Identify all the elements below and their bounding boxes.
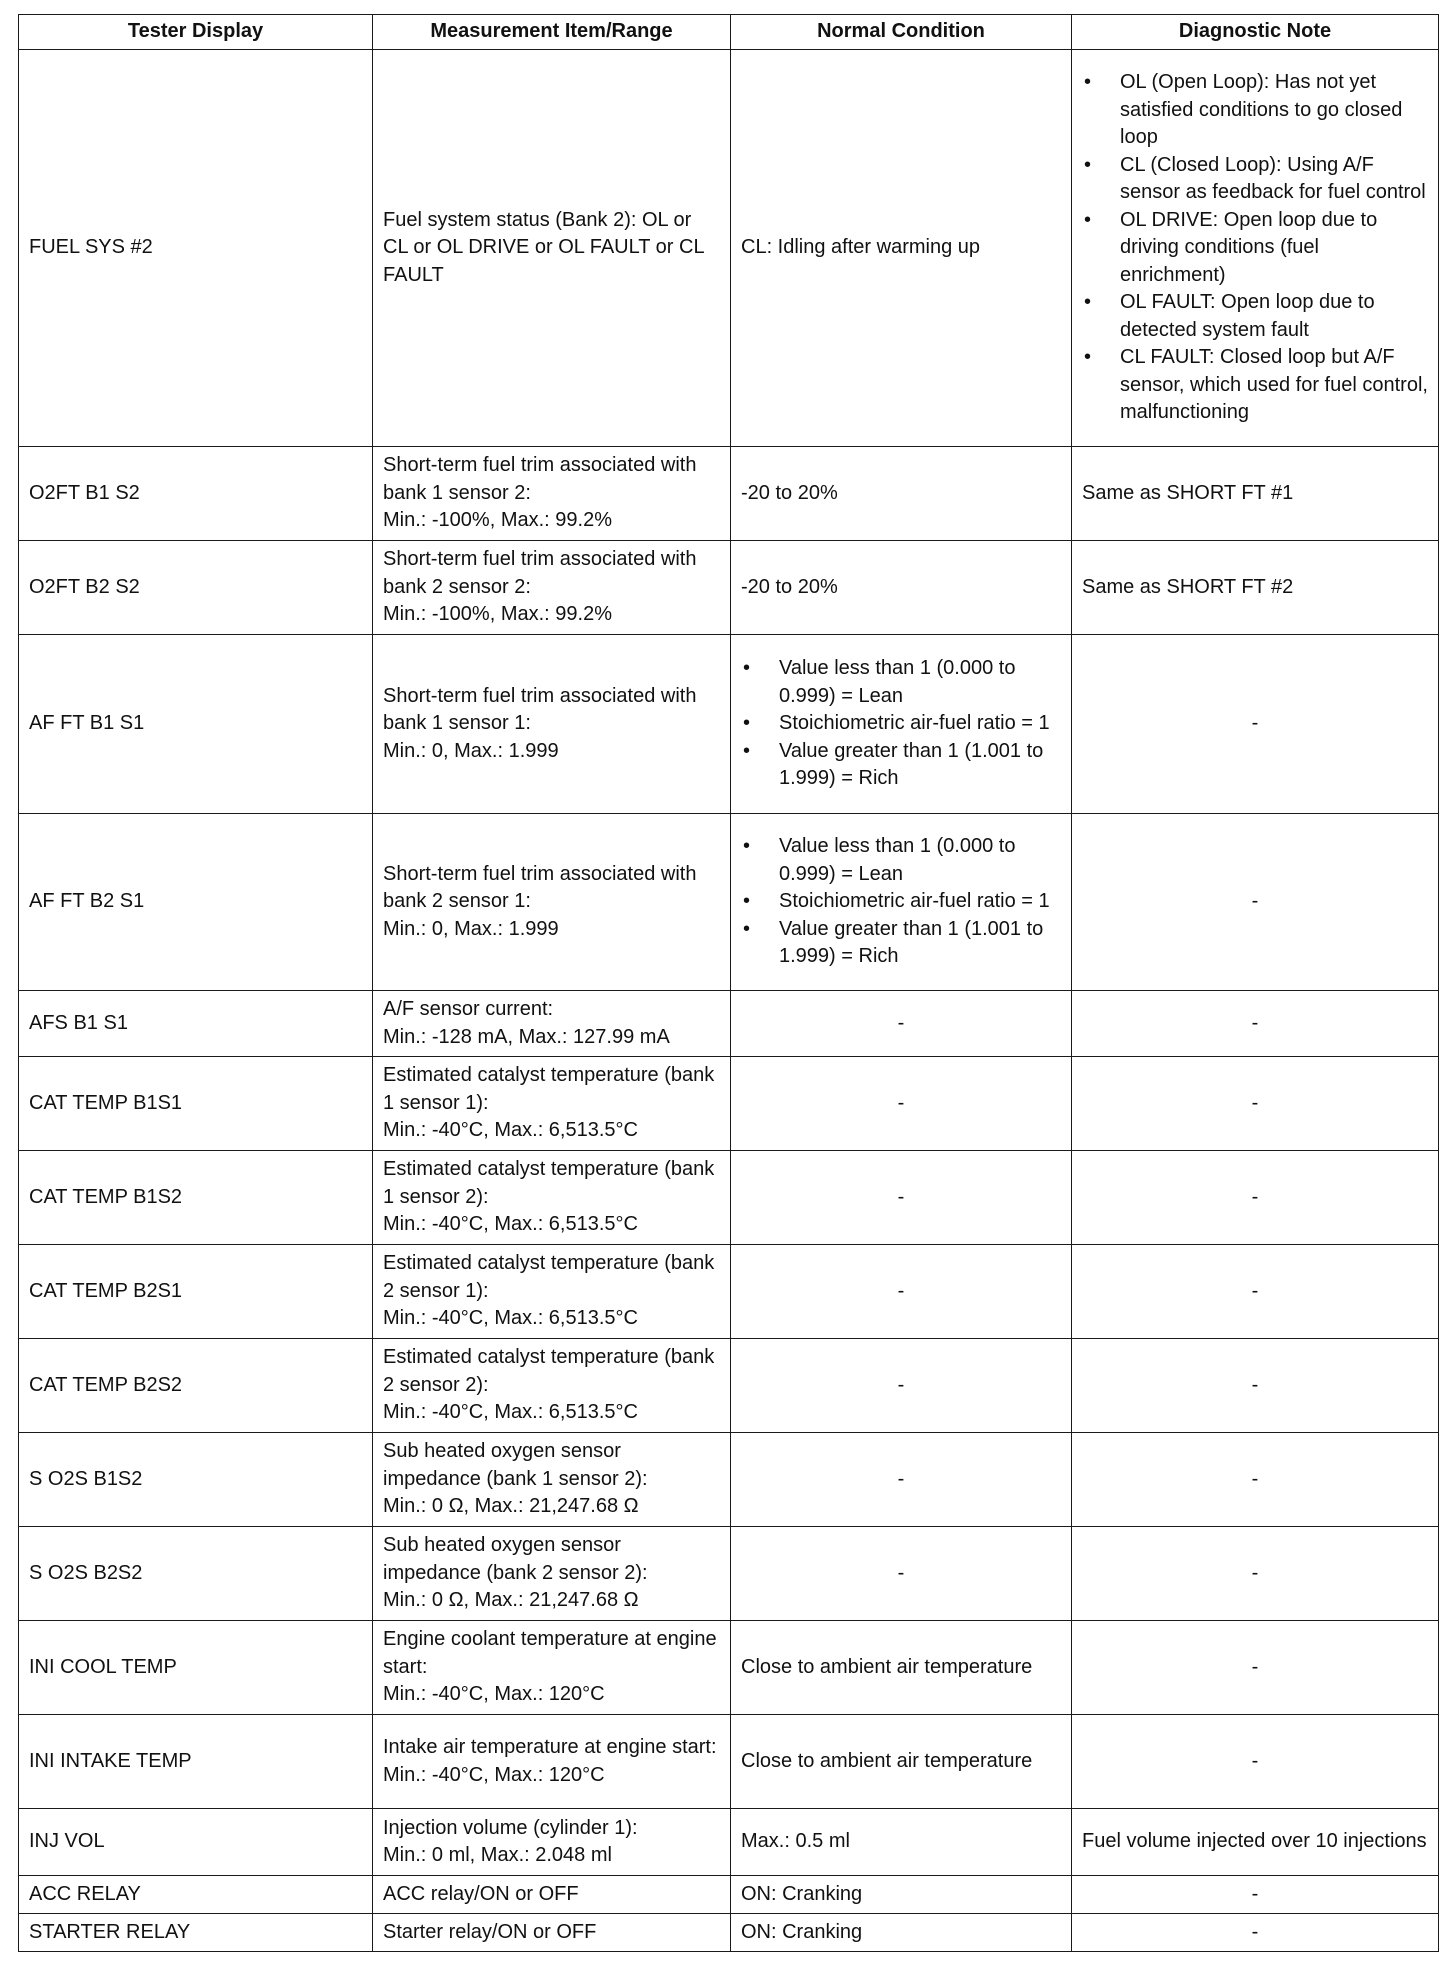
cell-tester-display: S O2S B2S2 [19,1527,373,1621]
cell-measurement [373,1527,731,1621]
cell-tester-display: ACC RELAY [19,1876,373,1914]
table-row [19,1527,1439,1621]
header-tester-display: Tester Display [19,15,373,50]
bullet-item: • OL FAULT: Open loop due to detected system fault [1082,289,1428,344]
cell-text: Estimated catalyst temperature (bank 1 sensor 1): [383,1064,715,1114]
cell-text: ON: Cranking [741,1920,863,1943]
cell-diagnostic-note [1072,1809,1439,1876]
header-measurement-item: Measurement Item/Range [373,15,731,50]
cell-diagnostic-note [1072,1151,1439,1245]
cell-tester-display: INJ VOL [19,1809,373,1876]
table-row [19,1914,1439,1952]
cell-text: Min.: 0 ml, Max.: 2.048 ml [383,1844,612,1866]
cell-diagnostic-note [1072,1433,1439,1527]
cell-text: Max.: 0.5 ml [741,1830,850,1853]
cell-diagnostic-note [1072,1057,1439,1151]
cell-measurement [373,1245,731,1339]
cell-text: Min.: -40°C, Max.: 120°C [383,1763,605,1786]
cell-text: - [1251,1279,1259,1302]
cell-text: Min.: -40°C, Max.: 120°C [383,1683,605,1706]
cell-text: - [897,1011,905,1034]
cell-normal-condition [731,1715,1072,1809]
cell-text: Min.: 0, Max.: 1.999 [383,917,559,940]
cell-tester-display: O2FT B2 S2 [19,541,373,635]
data-list-table [18,14,1439,1952]
cell-normal-condition [731,1151,1072,1245]
cell-text: Min.: -100%, Max.: 99.2% [383,603,612,626]
cell-text: Min.: -40°C, Max.: 6,513.5°C [383,1401,638,1424]
cell-diagnostic-note [1072,447,1439,541]
cell-measurement [373,635,731,814]
bullet-item: • Value greater than 1 (1.001 to 1.999) = Rich [741,916,1061,971]
bullet-list [1082,69,1428,427]
cell-text: Intake air temperature at engine start: [383,1736,717,1758]
cell-normal-condition [731,635,1072,814]
cell-normal-condition [731,1876,1072,1914]
cell-text: Min.: -40°C, Max.: 6,513.5°C [383,1119,638,1142]
cell-text: Min.: 0 Ω, Max.: 21,247.68 Ω [383,1589,639,1612]
cell-text: Min.: -40°C, Max.: 6,513.5°C [383,1213,638,1236]
cell-tester-display: CAT TEMP B1S1 [19,1057,373,1151]
cell-text: Sub heated oxygen sensor impedance (bank 2 sensor 2): [383,1534,648,1584]
cell-normal-condition [731,1245,1072,1339]
cell-text: - [897,1279,905,1302]
cell-text: - [1251,1655,1259,1678]
cell-text: - [897,1091,905,1114]
cell-diagnostic-note [1072,1914,1439,1952]
cell-text: Close to ambient air temperature [741,1655,1033,1678]
cell-text: Same as SHORT FT #1 [1082,481,1294,504]
cell-text: - [1251,890,1259,913]
cell-measurement [373,1339,731,1433]
cell-diagnostic-note [1072,541,1439,635]
cell-text: CL: Idling after warming up [741,236,981,259]
cell-tester-display: S O2S B1S2 [19,1433,373,1527]
cell-normal-condition [731,1057,1072,1151]
cell-text: Estimated catalyst temperature (bank 2 sensor 1): [383,1252,715,1302]
cell-text: - [897,1373,905,1396]
cell-text: Fuel volume injected over 10 injections [1082,1830,1427,1853]
table-body [19,50,1439,1952]
cell-normal-condition [731,814,1072,991]
cell-diagnostic-note [1072,635,1439,814]
bullet-item: • Value less than 1 (0.000 to 0.999) = Lean [741,655,1061,710]
table-row [19,1715,1439,1809]
table-row [19,1339,1439,1433]
cell-normal-condition [731,1339,1072,1433]
cell-tester-display: FUEL SYS #2 [19,50,373,447]
cell-text: - [1251,1091,1259,1114]
cell-measurement [373,1621,731,1715]
bullet-item: • Stoichiometric air-fuel ratio = 1 [741,888,1061,916]
header-row [19,15,1439,50]
table-row [19,1151,1439,1245]
cell-text: Min.: -128 mA, Max.: 127.99 mA [383,1025,670,1048]
cell-text: - [1251,1749,1259,1772]
cell-diagnostic-note [1072,1876,1439,1914]
cell-text: - [1251,1882,1259,1905]
header-normal-condition: Normal Condition [731,15,1072,50]
cell-text: Estimated catalyst temperature (bank 1 sensor 2): [383,1158,715,1208]
bullet-item: • Stoichiometric air-fuel ratio = 1 [741,710,1061,738]
cell-text: - [1251,1185,1259,1208]
cell-measurement [373,447,731,541]
cell-measurement [373,1914,731,1952]
cell-text: Sub heated oxygen sensor impedance (bank 1 sensor 2): [383,1440,648,1490]
cell-measurement [373,991,731,1057]
cell-diagnostic-note [1072,991,1439,1057]
cell-normal-condition [731,1527,1072,1621]
cell-tester-display: O2FT B1 S2 [19,447,373,541]
cell-tester-display: INI COOL TEMP [19,1621,373,1715]
cell-text: Min.: -100%, Max.: 99.2% [383,509,612,532]
cell-normal-condition [731,1809,1072,1876]
bullet-list [741,833,1061,971]
cell-measurement [373,1057,731,1151]
cell-text: - [1251,1561,1259,1584]
cell-tester-display: AF FT B2 S1 [19,814,373,991]
cell-text: Estimated catalyst temperature (bank 2 sensor 2): [383,1346,715,1396]
cell-normal-condition [731,1914,1072,1952]
cell-measurement [373,50,731,447]
cell-text: - [1251,1373,1259,1396]
cell-tester-display: AF FT B1 S1 [19,635,373,814]
cell-measurement [373,814,731,991]
cell-diagnostic-note [1072,1715,1439,1809]
cell-text: - [897,1561,905,1584]
cell-diagnostic-note [1072,50,1439,447]
cell-measurement [373,1876,731,1914]
cell-diagnostic-note [1072,1245,1439,1339]
cell-tester-display: STARTER RELAY [19,1914,373,1952]
cell-normal-condition [731,991,1072,1057]
table-row [19,814,1439,991]
table-row [19,1433,1439,1527]
cell-text: Min.: 0, Max.: 1.999 [383,739,559,762]
cell-text: - [1251,1467,1259,1490]
bullet-item: • Value less than 1 (0.000 to 0.999) = Lean [741,833,1061,888]
cell-text: Injection volume (cylinder 1): [383,1816,638,1839]
cell-text: Short-term fuel trim associated with bank 1 sensor 2: [383,454,697,504]
cell-text: Fuel system status (Bank 2): OL or CL or OL DRIVE or OL FAULT or CL FAULT [383,208,704,286]
cell-measurement [373,541,731,635]
bullet-item: • CL (Closed Loop): Using A/F sensor as feedback for fuel control [1082,152,1428,207]
cell-measurement [373,1715,731,1809]
cell-text: Same as SHORT FT #2 [1082,575,1294,598]
table-row [19,635,1439,814]
cell-tester-display: CAT TEMP B2S1 [19,1245,373,1339]
cell-tester-display: AFS B1 S1 [19,991,373,1057]
table-row [19,991,1439,1057]
cell-text: Close to ambient air temperature [741,1749,1033,1772]
cell-text: Short-term fuel trim associated with bank 2 sensor 1: [383,862,697,913]
cell-text: A/F sensor current: [383,998,554,1020]
cell-normal-condition [731,1433,1072,1527]
cell-normal-condition [731,447,1072,541]
bullet-list [741,655,1061,793]
bullet-item: • OL (Open Loop): Has not yet satisfied conditions to go closed loop [1082,69,1428,152]
cell-text: Engine coolant temperature at engine start: [383,1628,717,1678]
cell-text: Min.: 0 Ω, Max.: 21,247.68 Ω [383,1495,639,1518]
table-row [19,541,1439,635]
cell-diagnostic-note [1072,1527,1439,1621]
cell-text: ACC relay/ON or OFF [383,1882,579,1905]
cell-text: -20 to 20% [741,575,838,598]
cell-text: Short-term fuel trim associated with bank 2 sensor 2: [383,548,697,598]
cell-text: - [1251,1920,1259,1943]
cell-text: ON: Cranking [741,1882,863,1905]
table-row [19,50,1439,447]
table-row [19,1245,1439,1339]
table-row [19,1057,1439,1151]
table-row [19,1876,1439,1914]
bullet-item: • Value greater than 1 (1.001 to 1.999) = Rich [741,738,1061,793]
table-row [19,1621,1439,1715]
cell-text: - [897,1185,905,1208]
cell-measurement [373,1151,731,1245]
bullet-item: • CL FAULT: Closed loop but A/F sensor, which used for fuel control, malfunctioning [1082,344,1428,427]
cell-normal-condition [731,541,1072,635]
bullet-item: • OL DRIVE: Open loop due to driving conditions (fuel enrichment) [1082,207,1428,290]
cell-diagnostic-note [1072,1621,1439,1715]
cell-diagnostic-note [1072,814,1439,991]
cell-measurement [373,1809,731,1876]
cell-diagnostic-note [1072,1339,1439,1433]
cell-text: Starter relay/ON or OFF [383,1920,597,1943]
cell-text: Short-term fuel trim associated with bank 1 sensor 1: [383,684,697,735]
cell-text: -20 to 20% [741,481,838,504]
cell-text: Min.: -40°C, Max.: 6,513.5°C [383,1307,638,1330]
cell-text: - [1251,712,1259,735]
cell-text: - [1251,1011,1259,1034]
cell-normal-condition [731,1621,1072,1715]
cell-tester-display: CAT TEMP B2S2 [19,1339,373,1433]
table-row [19,1809,1439,1876]
cell-tester-display: CAT TEMP B1S2 [19,1151,373,1245]
cell-normal-condition [731,50,1072,447]
cell-tester-display: INI INTAKE TEMP [19,1715,373,1809]
table-row [19,447,1439,541]
header-diagnostic-note: Diagnostic Note [1072,15,1439,50]
cell-measurement [373,1433,731,1527]
cell-text: - [897,1467,905,1490]
